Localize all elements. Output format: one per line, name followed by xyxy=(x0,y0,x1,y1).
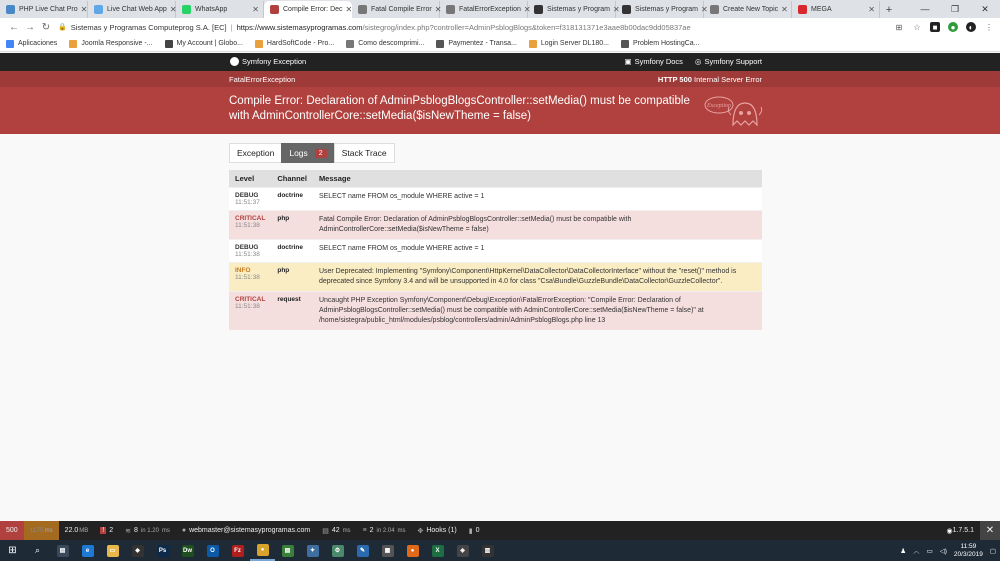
tab-favicon-icon xyxy=(798,5,807,14)
col-level: Level xyxy=(229,170,271,187)
tab-close-icon[interactable]: ✕ xyxy=(781,5,788,14)
log-message: Fatal Compile Error: Declaration of AdminPsblogBlogsController::setMedia() must be compatible with AdminControllerCore::setMedia($isNewTheme = false) xyxy=(318,215,632,233)
hooks-icon: ✥ xyxy=(417,527,424,535)
queries-time: in 2.04 xyxy=(376,527,395,534)
explorer-icon: ▤ xyxy=(57,545,69,557)
taskbar-app-terminal[interactable] xyxy=(475,540,500,561)
prestashop-icon: ◉ xyxy=(946,527,953,535)
log-level-cell xyxy=(229,262,271,291)
browser-tab[interactable] xyxy=(792,1,880,18)
app-gear-icon: ✦ xyxy=(307,545,319,557)
start-button[interactable] xyxy=(0,540,25,561)
logs-body xyxy=(229,187,762,330)
bookmark-label: HardSoftCode - Pro... xyxy=(266,40,335,47)
tab-favicon-icon xyxy=(534,5,543,14)
log-level-cell xyxy=(229,210,271,239)
menu-icon[interactable]: ⋮ xyxy=(985,22,993,32)
logs-count-badge: 2 xyxy=(315,149,327,158)
browser-tab[interactable] xyxy=(528,1,620,18)
toolbar-queries[interactable] xyxy=(357,521,412,540)
log-time: 11:51:37 xyxy=(235,198,260,206)
log-channel-cell xyxy=(271,262,313,291)
lock-icon: 🔒 xyxy=(58,24,67,31)
http-status-code: HTTP 500 xyxy=(657,75,692,84)
col-channel: Channel xyxy=(271,170,313,187)
bookmark-label: Paymentez - Transa... xyxy=(448,40,517,47)
log-time: 11:51:38 xyxy=(235,302,260,310)
tab-favicon-icon xyxy=(358,5,367,14)
symfony-docs-label: Symfony Docs xyxy=(634,57,683,66)
toolbar-close-button[interactable]: ✕ xyxy=(980,521,1000,540)
tab-label: Fatal Compile Error xyxy=(371,6,432,13)
toolbar-status[interactable] xyxy=(0,521,24,540)
window-controls xyxy=(910,0,1000,18)
bookmark-label: Como descomprimi... xyxy=(358,40,425,47)
search-button[interactable] xyxy=(25,540,50,561)
log-level: DEBUG xyxy=(235,243,259,251)
close-window-button[interactable]: ✕ xyxy=(981,3,989,14)
exception-class: FatalErrorException xyxy=(229,75,296,84)
tab-exception-label: Exception xyxy=(237,148,275,158)
tab-close-icon[interactable]: ✕ xyxy=(80,5,88,14)
table-row xyxy=(229,291,762,330)
logs-table xyxy=(229,170,762,330)
queries-count: 2 xyxy=(369,527,374,534)
log-channel: request xyxy=(277,295,301,303)
log-channel: php xyxy=(277,214,290,222)
log-message-cell xyxy=(313,187,762,210)
firefox-icon: ● xyxy=(407,545,419,557)
notifications-icon[interactable]: ▢ xyxy=(989,547,996,555)
taskbar-app-app-pen[interactable] xyxy=(350,540,375,561)
clock-time: 11:59 xyxy=(960,542,977,550)
system-tray xyxy=(900,540,1000,561)
tab-label: FatalErrorException xyxy=(459,6,521,13)
taskbar-app-firefox[interactable] xyxy=(400,540,425,561)
taskbar-apps xyxy=(50,540,500,561)
log-message-cell xyxy=(313,262,762,291)
browser-tab[interactable] xyxy=(264,1,352,18)
error-count: 2 xyxy=(109,527,114,534)
exception-header xyxy=(0,71,1000,134)
queries-unit: ms xyxy=(397,527,406,534)
chrome-icon: ● xyxy=(257,544,269,556)
table-row xyxy=(229,187,762,210)
search-icon: ⌕ xyxy=(34,545,41,555)
bookmark-item[interactable] xyxy=(165,40,243,48)
bookmarks-bar xyxy=(0,36,1000,52)
cache-time: in 1.20 xyxy=(140,527,159,534)
toolbar-version[interactable] xyxy=(940,527,980,535)
extension-green-icon[interactable]: ● xyxy=(948,22,958,32)
bookmark-icon xyxy=(165,40,173,48)
bookmark-icon xyxy=(255,40,263,48)
log-message-cell xyxy=(313,210,762,239)
log-level: DEBUG xyxy=(235,191,259,199)
table-row xyxy=(229,262,762,291)
notepad-icon: ▤ xyxy=(282,545,294,557)
url-separator: | xyxy=(230,22,233,32)
queries-icon: ≡ xyxy=(362,527,367,534)
taskbar-app-app-gear[interactable] xyxy=(300,540,325,561)
terminal-icon: ▥ xyxy=(482,545,494,557)
log-level-cell xyxy=(229,291,271,330)
photoshop-icon: Ps xyxy=(157,545,169,557)
log-time: 11:51:38 xyxy=(235,221,260,229)
symfony-support-label: Symfony Support xyxy=(704,57,762,66)
log-channel: php xyxy=(277,266,290,274)
app-tool-icon: ⚙ xyxy=(332,545,344,557)
symfony-docs-link[interactable] xyxy=(624,57,682,66)
taskbar-app-app-tool[interactable] xyxy=(325,540,350,561)
ghost-bubble-text: Exception xyxy=(707,103,731,109)
taskbar-app-calculator[interactable] xyxy=(375,540,400,561)
log-channel-cell xyxy=(271,291,313,330)
bookmark-item[interactable] xyxy=(436,40,516,48)
browser-tab[interactable] xyxy=(440,1,531,18)
url-input[interactable] xyxy=(58,20,886,34)
translate-icon[interactable]: ⊞ xyxy=(895,22,903,32)
log-channel-cell xyxy=(271,187,313,210)
status-code: 500 xyxy=(6,527,18,534)
tab-label: PHP Live Chat Pro xyxy=(19,6,78,13)
bookmark-item[interactable] xyxy=(69,40,152,48)
maximize-button[interactable]: ❐ xyxy=(950,3,960,14)
back-icon[interactable]: ← xyxy=(9,21,19,33)
profile-avatar-icon[interactable]: ◐ xyxy=(966,22,976,32)
toolbar-time[interactable] xyxy=(24,521,59,540)
extension-icon[interactable]: ■ xyxy=(930,22,940,32)
taskbar-app-dreamweaver[interactable] xyxy=(175,540,200,561)
network-icon[interactable]: ▭ xyxy=(926,547,933,555)
people-icon[interactable]: ♟ xyxy=(900,547,907,555)
taskbar-app-notepad[interactable] xyxy=(275,540,300,561)
log-channel-cell xyxy=(271,239,313,262)
taskbar-app-edge[interactable] xyxy=(75,540,100,561)
log-message: SELECT name FROM os_module WHERE active = 1 xyxy=(318,192,485,200)
tab-label: WhatsApp xyxy=(195,6,228,13)
bookmark-label: Login Server DL180... xyxy=(540,40,609,47)
taskbar-app-photoshop[interactable] xyxy=(150,540,175,561)
tab-label: Sistemas y Program xyxy=(547,6,611,13)
excel-icon: X xyxy=(432,545,444,557)
bookmark-item[interactable] xyxy=(529,40,609,48)
tab-label: Create New Topic xyxy=(723,6,779,13)
log-level-cell xyxy=(229,187,271,210)
tab-favicon-icon xyxy=(6,5,15,14)
bookmark-item[interactable] xyxy=(346,40,424,48)
app-pen-icon: ✎ xyxy=(357,545,369,557)
toolbar-hooks[interactable] xyxy=(411,521,462,540)
tab-close-icon[interactable]: ✕ xyxy=(169,5,177,14)
tab-favicon-icon xyxy=(622,5,631,14)
hooks-count: (1) xyxy=(448,527,457,534)
symfony-brand-label: Symfony Exception xyxy=(242,57,307,66)
request-time-unit: ms xyxy=(44,527,53,534)
browser-tab[interactable] xyxy=(704,1,792,18)
exception-ghost-icon xyxy=(703,91,763,131)
minimize-button[interactable]: — xyxy=(920,4,930,14)
log-channel: doctrine xyxy=(277,191,303,199)
bookmark-icon xyxy=(436,40,444,48)
system-clock[interactable] xyxy=(954,543,983,559)
bookmark-icon xyxy=(621,40,629,48)
edge-icon: e xyxy=(82,545,94,557)
file-explorer-icon: ▭ xyxy=(107,545,119,557)
browser-tab[interactable] xyxy=(352,1,440,18)
hooks-label: Hooks xyxy=(426,527,447,534)
toolbar-user[interactable] xyxy=(176,521,316,540)
tab-close-icon[interactable]: ✕ xyxy=(345,5,353,14)
tab-label: Compile Error: Dec xyxy=(283,6,343,13)
log-time: 11:51:38 xyxy=(235,273,260,281)
bookmark-item[interactable] xyxy=(6,40,57,48)
user-email: webmaster@sistemasyprogramas.com xyxy=(189,527,311,534)
tab-close-icon[interactable]: ✕ xyxy=(868,5,875,14)
log-message-cell xyxy=(313,239,762,262)
log-channel: doctrine xyxy=(277,243,303,251)
symfony-brand[interactable] xyxy=(230,57,306,66)
log-level: CRITICAL xyxy=(235,295,266,303)
exception-summary-bar xyxy=(0,71,1000,87)
browser-tab[interactable] xyxy=(0,1,88,18)
reload-icon[interactable]: ↻ xyxy=(41,21,51,33)
request-time: 1175 xyxy=(29,527,44,534)
tab-favicon-icon xyxy=(182,5,191,14)
browser-tab[interactable] xyxy=(616,1,708,18)
bookmark-icon xyxy=(6,40,14,48)
bookmark-icon xyxy=(69,40,77,48)
tab-close-icon[interactable]: ✕ xyxy=(613,5,620,14)
tab-close-icon[interactable]: ✕ xyxy=(434,5,442,14)
error-icon: ! xyxy=(102,527,105,534)
log-level-cell xyxy=(229,239,271,262)
tab-stack-trace[interactable] xyxy=(334,143,395,163)
address-bar-icons xyxy=(894,22,994,32)
bookmark-label: My Account | Globo... xyxy=(176,40,243,47)
address-bar xyxy=(0,18,1000,36)
log-message: SELECT name FROM os_module WHERE active = 1 xyxy=(318,244,485,252)
memory-value: 22.0 xyxy=(64,527,79,534)
logs-header-row xyxy=(229,170,762,187)
tab-favicon-icon xyxy=(710,5,719,14)
tab-label: MEGA xyxy=(811,6,832,13)
log-message: Uncaught PHP Exception Symfony\Component\Debug\Exception\FatalErrorException: "Compile Error: Declaration of AdminPsblogBlogsController::setMedia() must be compatible with AdminControllerCore::setMedia($isNewTheme = false)" at /home/sistegra/public_html/modules/psblog/controllers/admin/AdminPsblogBlogs.php line 13 xyxy=(318,296,704,324)
tab-favicon-icon xyxy=(270,5,279,14)
store-icon: ◆ xyxy=(132,545,144,557)
toolbar-memory[interactable] xyxy=(59,521,95,540)
http-status xyxy=(658,75,762,84)
browser-tab[interactable] xyxy=(88,1,176,18)
bookmark-item[interactable] xyxy=(621,40,700,48)
cache-unit: ms xyxy=(161,527,170,534)
taskbar-app-explorer[interactable] xyxy=(50,540,75,561)
table-row xyxy=(229,210,762,239)
taskbar-app-file-explorer[interactable] xyxy=(100,540,125,561)
bookmark-item[interactable] xyxy=(255,40,334,48)
tab-logs-label: Logs xyxy=(289,148,308,158)
book-icon: ▣ xyxy=(624,57,632,66)
tab-favicon-icon xyxy=(446,5,455,14)
bookmark-icon xyxy=(529,40,537,48)
user-icon: ● xyxy=(181,527,187,534)
tab-favicon-icon xyxy=(94,5,103,14)
db-time-unit: ms xyxy=(342,527,351,534)
toolbar-right xyxy=(940,521,1000,540)
taskbar-app-excel[interactable] xyxy=(425,540,450,561)
forward-icon[interactable]: → xyxy=(25,21,35,33)
toolbar-db-time[interactable] xyxy=(316,521,356,540)
log-channel-cell xyxy=(271,210,313,239)
browser-tab-strip xyxy=(0,0,1000,18)
filezilla-icon: Fz xyxy=(232,545,244,557)
windows-icon: ⊞ xyxy=(8,545,17,556)
tab-stack-trace-label: Stack Trace xyxy=(341,148,387,158)
bookmark-label: Aplicaciones xyxy=(18,40,58,47)
log-time: 11:51:38 xyxy=(235,250,260,258)
url-path: /sistegrog/index.php?controller=AdminPsblogBlogs&token=f318131371e3aae8b00dac9dd05837ae xyxy=(362,22,691,32)
symfony-support-link[interactable] xyxy=(695,57,762,66)
toolbar-errors[interactable] xyxy=(94,521,119,540)
tab-exception[interactable] xyxy=(229,143,282,163)
debug-toolbar xyxy=(0,521,1000,540)
toolbar-cache[interactable] xyxy=(119,521,176,540)
tab-logs[interactable] xyxy=(281,143,334,163)
toolbar-other[interactable] xyxy=(463,521,486,540)
bookmark-star-icon[interactable]: ☆ xyxy=(913,22,921,32)
vs-code-icon: ◈ xyxy=(457,545,469,557)
tab-close-icon[interactable]: ✕ xyxy=(523,5,531,14)
browser-tab[interactable] xyxy=(176,1,264,18)
bookmark-label: Joomla Responsive -... xyxy=(81,40,153,47)
log-message: User Deprecated: Implementing "Symfony\Component\HttpKernel\DataCollector\DataCollectorInterface" without the "reset()" method is deprecated since Symfony 3.4 and will be unsupported in 4.0 for class "Csa\Bundle\GuzzleBundle\DataCollector\GuzzleCollector". xyxy=(318,267,737,285)
log-level: CRITICAL xyxy=(235,214,266,222)
clock-date: 20/3/2019 xyxy=(953,550,983,558)
outlook-icon: O xyxy=(207,545,219,557)
symfony-logo-icon xyxy=(230,57,239,66)
log-level: INFO xyxy=(235,266,251,274)
log-message-cell xyxy=(313,291,762,330)
taskbar-app-outlook[interactable] xyxy=(200,540,225,561)
db-icon: ▤ xyxy=(322,527,329,535)
volume-icon[interactable]: ◁) xyxy=(939,547,947,555)
table-row xyxy=(229,239,762,262)
other-count: 0 xyxy=(475,527,480,534)
taskbar-app-store[interactable] xyxy=(125,540,150,561)
symfony-links xyxy=(624,57,762,66)
taskbar-app-vs-code[interactable] xyxy=(450,540,475,561)
http-status-text: Internal Server Error xyxy=(694,75,762,84)
taskbar-app-filezilla[interactable] xyxy=(225,540,250,561)
site-identity: Sistemas y Programas Computeprog S.A. [EC] xyxy=(70,22,227,32)
taskbar-app-chrome[interactable] xyxy=(250,540,275,561)
tab-label: Sistemas y Program xyxy=(635,6,699,13)
col-message: Message xyxy=(313,170,762,187)
db-time-value: 42 xyxy=(331,527,340,534)
exception-message: Compile Error: Declaration of AdminPsblogBlogsController::setMedia() must be compatible with AdminControllerCore::setMedia($isNewTheme = false) xyxy=(229,95,690,122)
cache-count: 8 xyxy=(134,527,138,534)
bookmark-label: Problem HostingCa... xyxy=(632,40,700,47)
bookmark-icon xyxy=(346,40,354,48)
cache-icon: ≋ xyxy=(125,527,132,535)
symfony-header xyxy=(0,53,1000,71)
tab-close-icon[interactable]: ✕ xyxy=(252,5,259,14)
new-tab-button[interactable]: + xyxy=(885,3,893,16)
version-label: 1.7.5.1 xyxy=(952,527,974,534)
url-host: https://www.sistemasyprogramas.com xyxy=(236,22,363,32)
windows-taskbar xyxy=(0,540,1000,561)
dreamweaver-icon: Dw xyxy=(182,545,194,557)
tab-close-icon[interactable]: ✕ xyxy=(701,5,708,14)
tray-chevron-icon[interactable]: ︿ xyxy=(913,548,920,555)
tab-label: Live Chat Web App xyxy=(107,6,167,13)
calculator-icon: ▦ xyxy=(382,545,394,557)
support-icon: ◎ xyxy=(694,57,702,66)
memory-unit: MB xyxy=(79,527,89,534)
exception-tabs xyxy=(229,143,394,163)
other-icon: ▮ xyxy=(468,527,473,535)
